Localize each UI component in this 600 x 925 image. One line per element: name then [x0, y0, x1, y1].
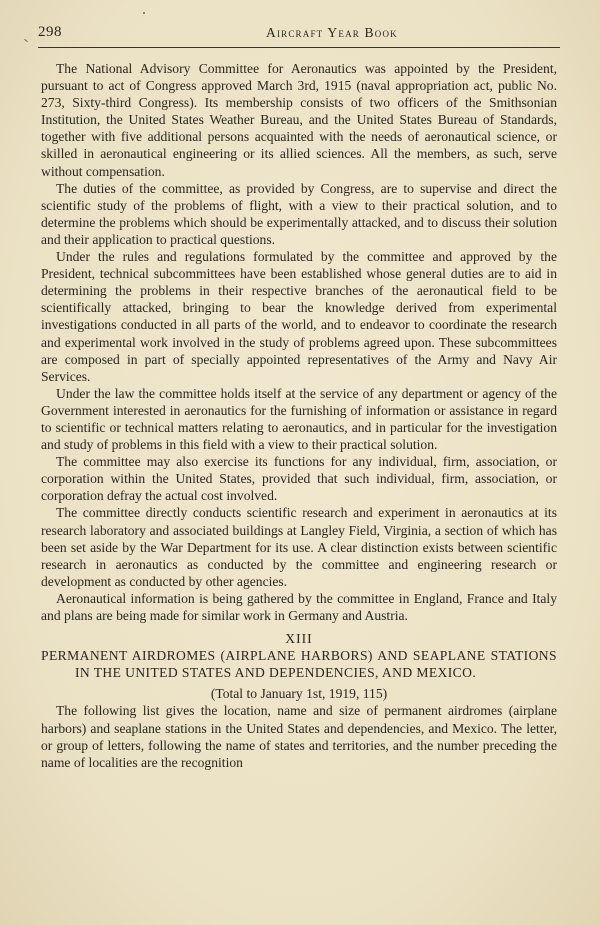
section-total: (Total to January 1st, 1919, 115)	[210, 686, 388, 702]
section-number: XIII	[285, 631, 313, 647]
section-title: PERMANENT AIRDROMES (AIRPLANE HARBORS) AND SEAPLANE STATIONS IN THE UNITED STATES AND DEPENDENCIES, AND MEXICO.	[41, 648, 557, 681]
paragraph: The committee directly conducts scientific research and experiment in aeronautics at its research laboratory and associated buildings at Langley Field, Virginia, a section of which has been set aside by the War Department for its use. A clear distinction exists between scientific research in aeronautics as conducted by the committee and engineering research or development as conducted by other agencies.	[41, 505, 557, 589]
paragraph: Under the rules and regulations formulated by the committee and approved by the President, technical subcommittees have been established whose general duties are to aid in determining the problems in their respective branches of the aeronautical field to be scientifically attacked, bringing to bear the knowledge derived from experimental investigations conducted in all parts of the world, and to endeavor to coordinate the research and experimental work involved in the study of problems agreed upon. These subcommittees are composed in part of specially appointed representatives of the Army and Navy Air Services.	[41, 249, 557, 384]
section-intro-paragraph: The following list gives the location, name and size of permanent airdromes (airplane harbors) and seaplane stations in the United States and dependencies, and Mexico. The letter, or group of letters, following the name of states and territories, and the number preceding the name of localities are the recognition	[41, 703, 557, 770]
paragraph: Under the law the committee holds itself at the service of any department or agency of the Government interested in aeronautics for the furnishing of information or assistance in regard to scientific or technical matters relating to aeronautics, and in particular for the investigation and study of problems in this field with a view to their practical solution.	[41, 385, 557, 453]
running-head: Aircraft Year Book	[266, 25, 398, 40]
paragraph: Aeronautical information is being gathered by the committee in England, France and Italy and plans are being made for similar work in Germany and Austria.	[41, 590, 557, 623]
paragraph: The National Advisory Committee for Aeronautics was appointed by the President, pursuant to act of Congress approved March 3rd, 1915 (naval appropriation act, public No. 273, Sixty-third Congress). Its membership consists of two officers of the Smithsonian Institution, the United States Weather Bureau, and the United States Bureau of Standards, together with five additional persons acquainted with the needs of aeronautical science, or skilled in aeronautical engineering or its allied sciences. All the members, as such, serve without compensation.	[41, 61, 557, 179]
page-header	[38, 24, 558, 44]
header-rule	[38, 47, 560, 48]
paragraph: The committee may also exercise its functions for any individual, firm, association, or corporation within the United States, provided that such individual, firm, association, or corporation defray the actual cost involved.	[41, 454, 557, 504]
page-body	[41, 60, 557, 771]
page-number: 298	[38, 24, 62, 40]
paragraph: The duties of the committee, as provided by Congress, are to supervise and direct the scientific study of the problems of flight, with a view to their practical solution, and to determine the problems which should be experimentally attacked, and to discuss their solution and their application to practical questions.	[41, 180, 557, 247]
print-speck	[24, 39, 28, 42]
print-speck	[143, 12, 145, 14]
